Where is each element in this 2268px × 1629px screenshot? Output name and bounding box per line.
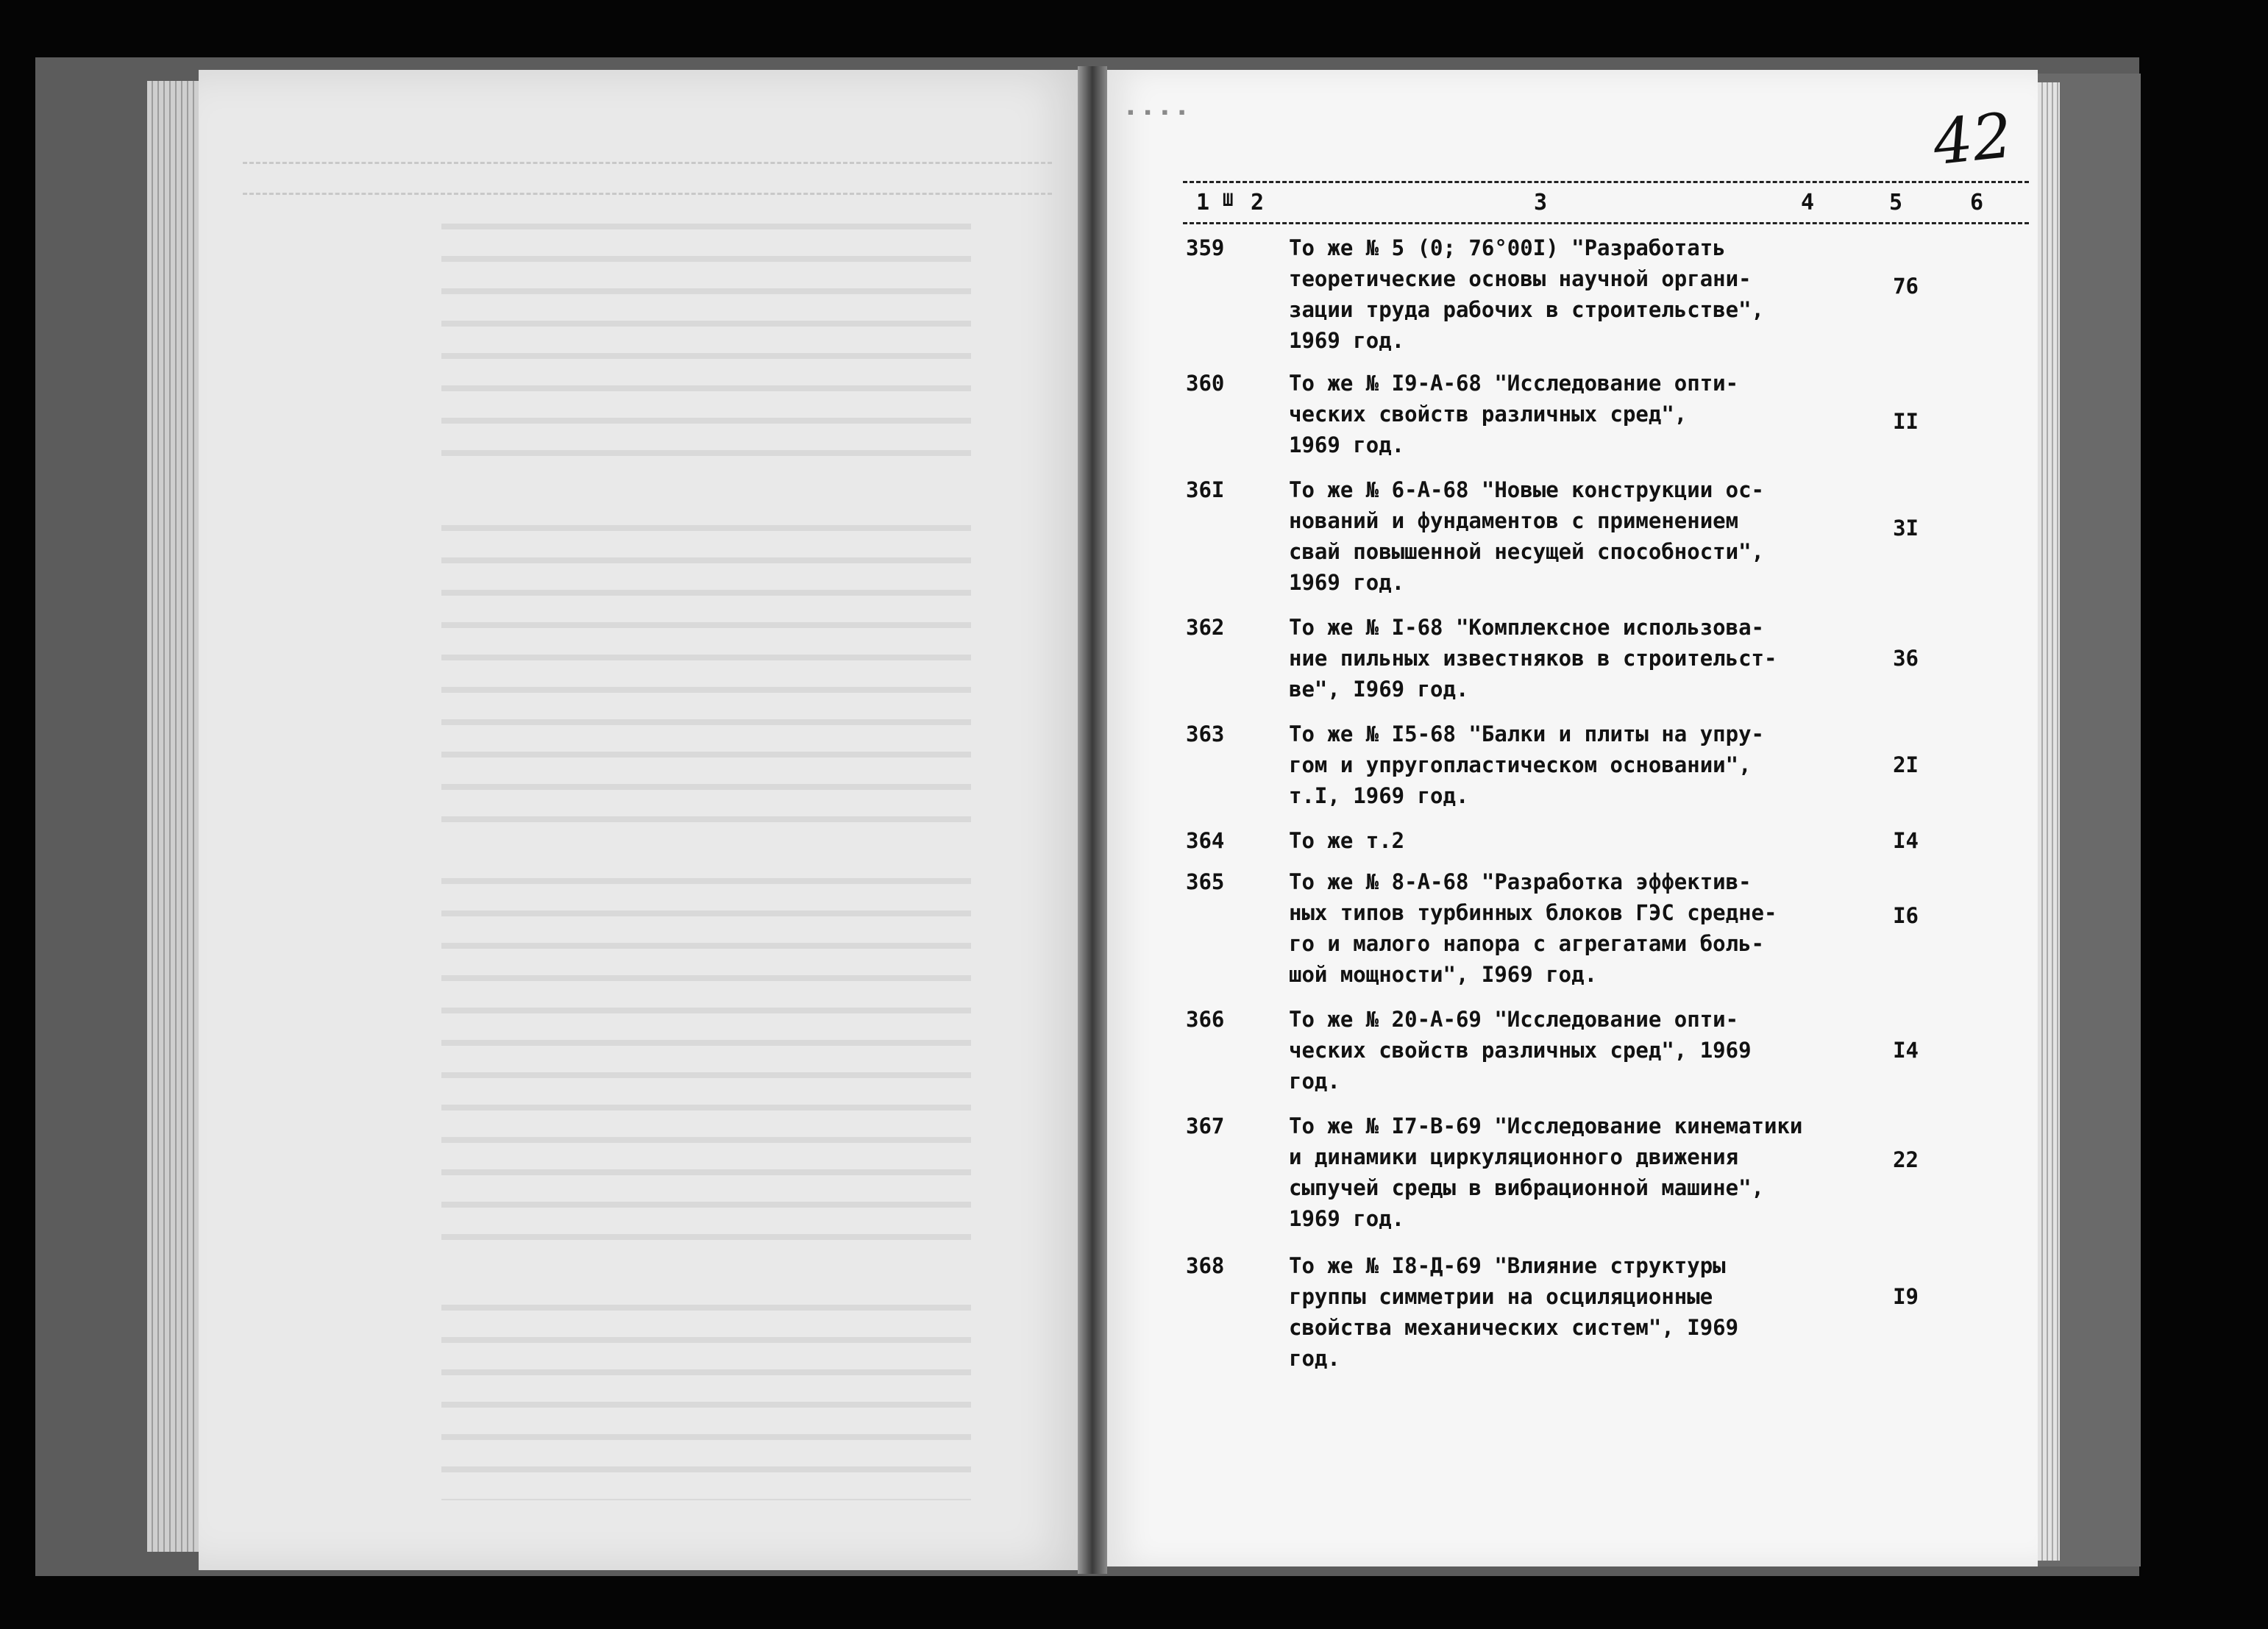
col-header-6: 6 [1970,190,1984,215]
col-header-1: 1 [1196,190,1210,215]
handwritten-page-number: 42 [1930,99,2016,179]
entry-description: То же № I7-В-69 "Исследование кинематики и динамики циркуляционного движения сыпучей среды в вибрационной машине", 1969 год. [1289,1113,1803,1231]
entry-number: 36I [1186,477,1225,502]
entry-number: 363 [1186,721,1225,746]
header-rule-top [1183,181,2029,183]
entry-sheet-count: 36 [1893,646,1919,671]
col-header-2-prefix: Ш [1223,190,1234,210]
col-header-5: 5 [1889,190,1903,215]
entry-sheet-count: I9 [1893,1284,1919,1309]
entry-number: 368 [1186,1253,1225,1278]
entry-number: 366 [1186,1007,1225,1032]
entry-description: То же № 6-А-68 "Новые конструкции ос- нований и фундаментов с применением свай повышенной несущей способности", 1969 год. [1289,477,1765,595]
entry-sheet-count: I4 [1893,1038,1919,1063]
entry-sheet-count: 2I [1893,752,1919,777]
col-header-3: 3 [1534,190,1548,215]
book-gutter [1078,66,1107,1574]
col-header-4: 4 [1801,190,1815,215]
entry-number: 360 [1186,371,1225,396]
entry-description: То же № I8-Д-69 "Влияние структуры группы симметрии на осциляционные свойства механических систем", I969 год. [1289,1253,1739,1371]
entry-description: То же № I5-68 "Балки и плиты на упру- гом и упругопластическом основании", т.I, 1969 год. [1289,721,1765,808]
entry-description: То же № 8-А-68 "Разработка эффектив- ных типов турбинных блоков ГЭС средне- го и малого напора с агрегатами боль- шой мощности", I969 год. [1289,869,1777,987]
header-rule-bottom [1183,222,2029,224]
entry-description: То же № I9-А-68 "Исследование опти- ческих свойств различных сред", 1969 год. [1289,371,1739,457]
entry-number: 367 [1186,1113,1225,1138]
entry-number: 365 [1186,869,1225,894]
entry-sheet-count: 22 [1893,1147,1919,1172]
faint-stamp: ▪ ▪ ▪ ▪ [1127,104,1187,118]
col-header-2: 2 [1251,190,1265,215]
entry-sheet-count: I4 [1893,828,1919,853]
entry-number: 359 [1186,235,1225,260]
right-page-edges [2038,82,2060,1561]
entry-description: То же № 5 (0; 76°00I) "Разработать теоретические основы научной органи- зации труда рабочих в строительстве", 1969 год. [1289,235,1765,353]
entry-description: То же т.2 [1289,828,1405,853]
entry-sheet-count: I6 [1893,903,1919,928]
entry-description: То же № I-68 "Комплексное использова- ние пильных известняков в строительст- ве", I969 год. [1289,615,1777,702]
entry-sheet-count: 76 [1893,274,1919,299]
entry-sheet-count: 3I [1893,516,1919,541]
entry-description: То же № 20-А-69 "Исследование опти- ческих свойств различных сред", 1969 год. [1289,1007,1752,1094]
entry-number: 364 [1186,828,1225,853]
entry-number: 362 [1186,615,1225,640]
entry-sheet-count: II [1893,409,1919,434]
